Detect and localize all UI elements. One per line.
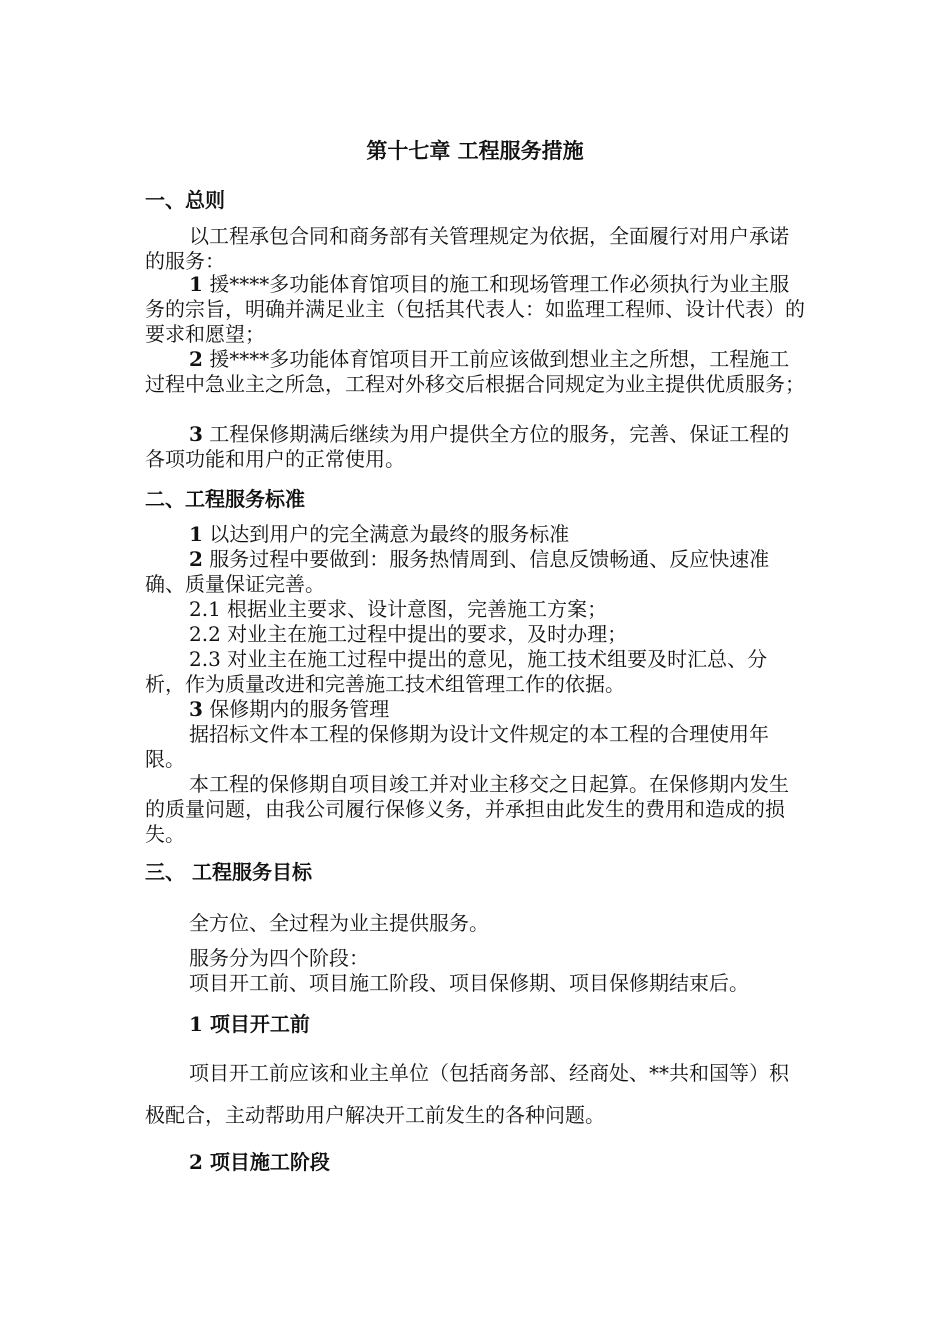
section-2-para-2: 本工程的保修期自项目竣工并对业主移交之日起算。在保修期内发生的质量问题，由我公司履行保修义务，并承担由此发生的费用和造成的损失。 xyxy=(145,772,789,846)
item-number: 2 xyxy=(189,347,203,371)
section-1-item-3 xyxy=(145,422,805,472)
item-number: 3 xyxy=(189,697,203,721)
section-3-line-2: 服务分为四个阶段： xyxy=(189,946,369,970)
section-3-line-1: 全方位、全过程为业主提供服务。 xyxy=(189,911,489,935)
section-2-item-3 xyxy=(145,697,805,722)
section-2-heading: 二、工程服务标准 xyxy=(145,487,305,511)
section-3-sub-2-title: 2 项目施工阶段 xyxy=(189,1150,330,1174)
section-2-sub-2: 2.2 对业主在施工过程中提出的要求，及时办理； xyxy=(189,622,628,646)
section-3-sub-1-text: 项目开工前应该和业主单位（包括商务部、经商处、**共和国等）积极配合，主动帮助用户解决开工前发生的各种问题。 xyxy=(145,1061,789,1127)
section-2-item-1 xyxy=(145,522,805,547)
item-text: 保修期内的服务管理 xyxy=(209,697,390,721)
item-number: 1 xyxy=(189,522,203,546)
section-2-sub-3: 2.3 对业主在施工过程中提出的意见，施工技术组要及时汇总、分析，作为质量改进和完善施工技术组管理工作的依据。 xyxy=(145,647,768,696)
section-1-heading: 一、总则 xyxy=(145,188,225,212)
section-3-sub-1-title: 1 项目开工前 xyxy=(189,1012,310,1036)
section-3-line-3: 项目开工前、项目施工阶段、项目保修期、项目保修期结束后。 xyxy=(189,971,749,995)
section-3-heading: 三、 工程服务目标 xyxy=(145,860,312,884)
section-2-sub-1: 2.1 根据业主要求、设计意图，完善施工方案； xyxy=(189,597,608,621)
item-text: 服务过程中要做到：服务热情周到、信息反馈畅通、反应快速准确、质量保证完善。 xyxy=(145,547,770,596)
item-number: 1 xyxy=(189,272,203,296)
item-number: 2 xyxy=(189,547,203,571)
item-text: 援****多功能体育馆项目开工前应该做到想业主之所想，工程施工过程中急业主之所急，工程对外移交后根据合同规定为业主提供优质服务； xyxy=(145,347,805,396)
item-text: 工程保修期满后继续为用户提供全方位的服务，完善、保证工程的各项功能和用户的正常使用。 xyxy=(145,422,790,471)
section-2-item-2 xyxy=(145,547,805,597)
chapter-title: 第十七章 工程服务措施 xyxy=(366,138,584,163)
section-1-item-1 xyxy=(145,272,805,347)
item-text: 以达到用户的完全满意为最终的服务标准 xyxy=(209,522,570,546)
section-2-para-1: 据招标文件本工程的保修期为设计文件规定的本工程的合理使用年限。 xyxy=(145,722,769,771)
item-number: 3 xyxy=(189,422,203,446)
item-text: 援****多功能体育馆项目的施工和现场管理工作必须执行为业主服务的宗旨，明确并满足业主（包括其代表人：如监理工程师、设计代表）的要求和愿望； xyxy=(145,272,805,346)
section-1-item-2 xyxy=(145,347,805,397)
section-1-intro: 以工程承包合同和商务部有关管理规定为依据，全面履行对用户承诺的服务： xyxy=(145,224,789,273)
